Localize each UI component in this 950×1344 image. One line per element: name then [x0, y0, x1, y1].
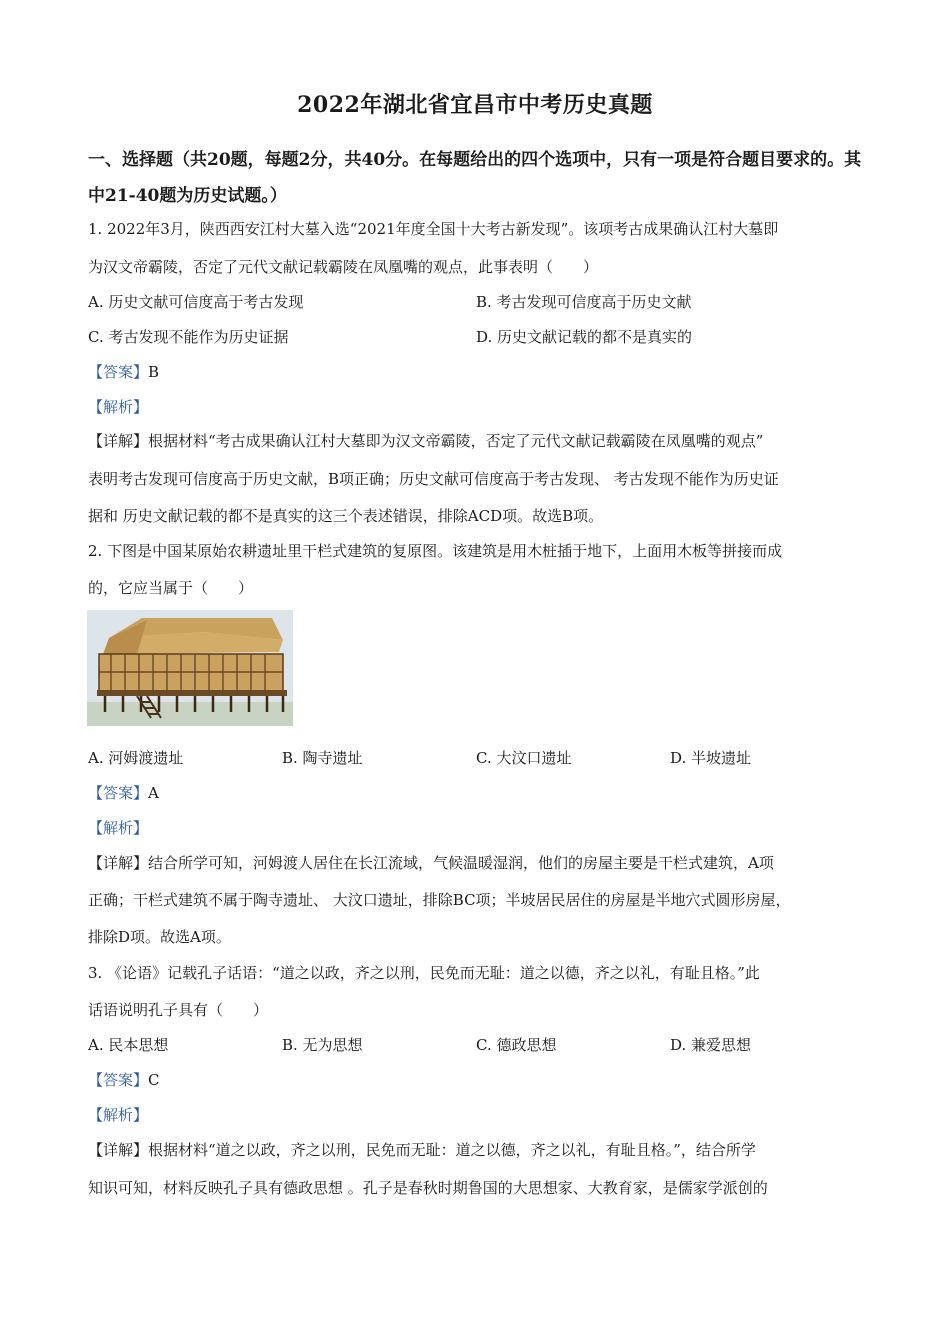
q3-answer-value: C	[148, 1071, 160, 1089]
q3-answer	[88, 1069, 160, 1091]
q1-detail-text-1: 根据材料“考古成果确认江村大墓即为汉文帝霸陵，否定了元代文献记载霸陵在凤凰嘴的观点”	[148, 432, 764, 450]
q3-stem-line-2: 话语说明孔子具有（ ）	[88, 1001, 269, 1019]
q1-detail-line-1	[88, 430, 763, 452]
detail-tag: 【详解】	[88, 432, 149, 450]
q3-stem-line-1: 3. 《论语》记载孔子话语：“道之以政，齐之以刑，民免而无耻：道之以德，齐之以礼，有耻且格。”此	[88, 964, 760, 982]
answer-tag: 【答案】	[88, 363, 149, 381]
q1-option-a: A. 历史文献可信度高于考古发现	[88, 293, 304, 311]
q3-option-a: A. 民本思想	[88, 1036, 169, 1054]
q3-analysis-label	[88, 1104, 148, 1126]
q1-detail-line-3: 据和 历史文献记载的都不是真实的这三个表述错误，排除ACD项。故选B项。	[88, 507, 604, 525]
q2-detail-text-1: 结合所学可知，河姆渡人居住在长江流域，气候温暖湿润，他们的房屋主要是干栏式建筑，A项	[148, 854, 774, 872]
q2-detail-line-1	[88, 852, 774, 874]
q3-option-d: D. 兼爱思想	[670, 1036, 752, 1054]
q2-detail-line-3: 排除D项。故选A项。	[88, 928, 231, 946]
q3-detail-line-2: 知识可知，材料反映孔子具有德政思想 。孔子是春秋时期鲁国的大思想家、大教育家，是儒家学派创的	[88, 1179, 768, 1197]
q1-answer	[88, 361, 159, 383]
q2-option-d: D. 半坡遗址	[670, 749, 752, 767]
q2-answer-value: A	[148, 784, 159, 802]
q2-stem-line-1: 2. 下图是中国某原始农耕遗址里干栏式建筑的复原图。该建筑是用木桩插于地下，上面用木板等拼接而成	[88, 542, 783, 560]
answer-tag: 【答案】	[88, 1071, 149, 1089]
q1-option-b: B. 考古发现可信度高于历史文献	[476, 293, 692, 311]
stilt-house-image	[87, 610, 293, 726]
q2-option-a: A. 河姆渡遗址	[88, 749, 184, 767]
answer-tag: 【答案】	[88, 784, 149, 802]
analysis-tag: 【解析】	[88, 819, 149, 837]
q1-detail-line-2: 表明考古发现可信度高于历史文献，B项正确；历史文献可信度高于考古发现、 考古发现不能作为历史证	[88, 470, 779, 488]
q3-detail-text-1: 根据材料“道之以政，齐之以刑，民免而无耻：道之以德，齐之以礼，有耻且格。”，结合所学	[148, 1141, 756, 1159]
q2-answer	[88, 782, 159, 804]
detail-tag: 【详解】	[88, 1141, 149, 1159]
q3-option-b: B. 无为思想	[282, 1036, 363, 1054]
q1-stem-line-1: 1. 2022年3月，陕西西安江村大墓入选“2021年度全国十大考古新发现”。该项考古成果确认江村大墓即	[88, 220, 779, 238]
exam-title: 2022年湖北省宜昌市中考历史真题	[297, 92, 653, 118]
q3-option-c: C. 德政思想	[476, 1036, 557, 1054]
q1-answer-value: B	[148, 363, 160, 381]
q2-option-b: B. 陶寺遗址	[282, 749, 363, 767]
q2-detail-line-2: 正确；干栏式建筑不属于陶寺遗址、 大汶口遗址，排除BC项；半坡居民居住的房屋是半地穴式圆形房屋，	[88, 891, 791, 909]
q2-analysis-label	[88, 817, 148, 839]
q1-option-c: C. 考古发现不能作为历史证据	[88, 328, 289, 346]
q2-option-c: C. 大汶口遗址	[476, 749, 572, 767]
analysis-tag: 【解析】	[88, 398, 149, 416]
q1-analysis-label	[88, 396, 148, 418]
q1-stem-line-2: 为汉文帝霸陵，否定了元代文献记载霸陵在凤凰嘴的观点，此事表明（ ）	[88, 258, 599, 276]
detail-tag: 【详解】	[88, 854, 149, 872]
q1-option-d: D. 历史文献记载的都不是真实的	[476, 328, 693, 346]
section-header: 一、选择题（共20题，每题2分，共40分。在每题给出的四个选项中，只有一项是符合题目要求的。其中21-40题为历史试题。）	[88, 150, 862, 206]
q3-detail-line-1	[88, 1139, 756, 1161]
analysis-tag: 【解析】	[88, 1106, 149, 1124]
q2-stem-line-2: 的，它应当属于（ ）	[88, 579, 254, 597]
